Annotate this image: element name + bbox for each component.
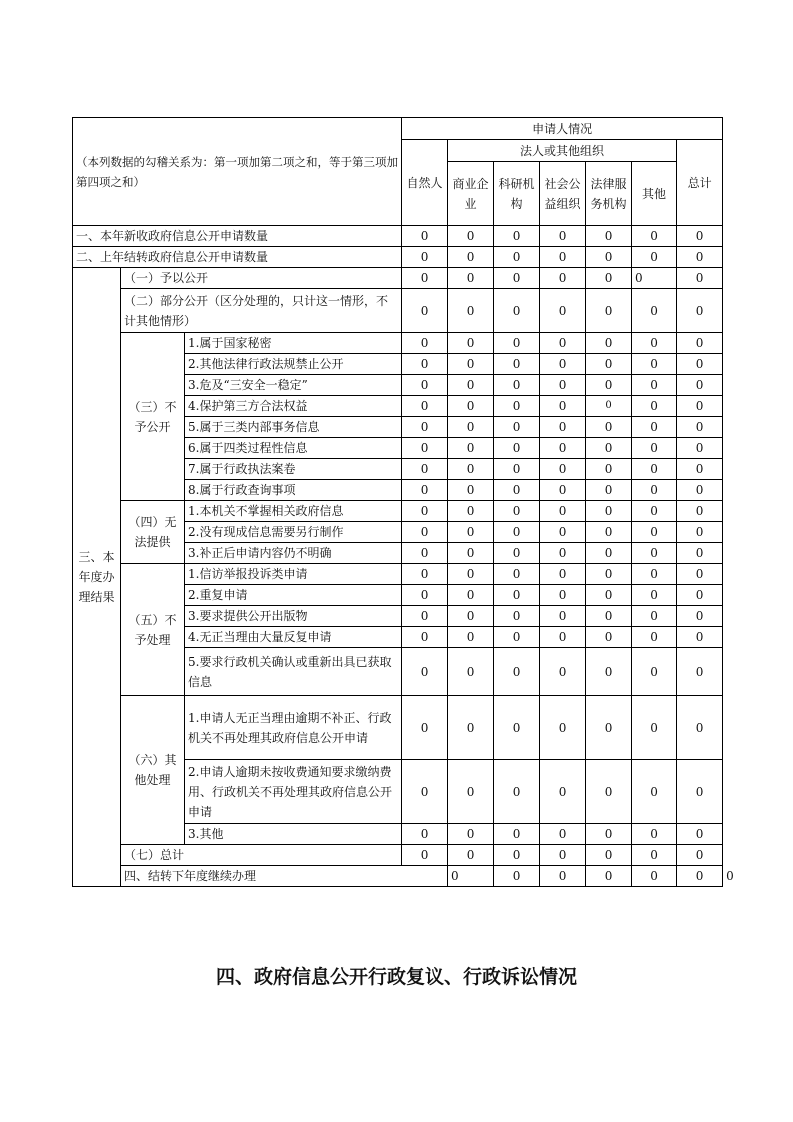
table-row: 7.属于行政执法案卷 0 0 0 0 0 0 0	[73, 459, 723, 480]
section-3-label: 三、本年度办理结果	[73, 268, 121, 887]
table-row: 4.无正当理由大量反复申请 0 0 0 0 0 0 0	[73, 627, 723, 648]
table-row: 3.危及“三安全一稳定” 0 0 0 0 0 0 0	[73, 375, 723, 396]
info-disclosure-table	[72, 117, 734, 887]
table-row: 四、结转下年度继续办理 0 0 0 0 0 0 0	[73, 866, 723, 887]
table-row: 2.其他法律行政法规禁止公开 0 0 0 0 0 0 0	[73, 354, 723, 375]
group-6-label: （六）其他处理	[121, 696, 185, 845]
header-legal-group: 法人或其他组织	[448, 140, 677, 162]
table-row: 8.属于行政查询事项 0 0 0 0 0 0 0	[73, 480, 723, 501]
table-row: （二）部分公开（区分处理的，只计这一情形，不计其他情形） 0 0 0 0 0 0 0	[73, 289, 723, 333]
table-row: 3.补正后申请内容仍不明确 0 0 0 0 0 0 0	[73, 543, 723, 564]
section-title: 四、政府信息公开行政复议、行政诉讼情况	[215, 966, 577, 988]
table-row: 2.重复申请 0 0 0 0 0 0 0	[73, 585, 723, 606]
table-row: （三）不予公开 1.属于国家秘密 0 0 0 0 0 0 0	[73, 333, 723, 354]
table-row: （五）不予处理 1.信访举报投诉类申请 0 0 0 0 0 0 0	[73, 564, 723, 585]
header-social: 社会公益组织	[540, 162, 586, 226]
group-4-label: （四）无法提供	[121, 501, 185, 564]
table-row: 三、本年度办理结果 （一）予以公开 0 0 0 0 0 0 0	[73, 268, 723, 289]
header-commercial: 商业企业	[448, 162, 494, 226]
group-5-label: （五）不予处理	[121, 564, 185, 696]
table-row: 3.其他 0 0 0 0 0 0 0	[73, 824, 723, 845]
table-row: （六）其他处理 1.申请人无正当理由逾期不补正、行政机关不再处理其政府信息公开申请 0 0 0 0 0 0 0	[73, 696, 723, 760]
table-row: （四）无法提供 1.本机关不掌握相关政府信息 0 0 0 0 0 0 0	[73, 501, 723, 522]
table-row: 2.没有现成信息需要另行制作 0 0 0 0 0 0 0	[73, 522, 723, 543]
group-3-label: （三）不予公开	[121, 333, 185, 501]
header-legal-service: 法律服务机构	[586, 162, 632, 226]
header-research: 科研机构	[494, 162, 540, 226]
table-row: 二、上年结转政府信息公开申请数量 0 0 0 0 0 0 0	[73, 247, 723, 268]
table-row: 5.属于三类内部事务信息 0 0 0 0 0 0 0	[73, 417, 723, 438]
table-row: 2.申请人逾期未按收费通知要求缴纳费用、行政机关不再处理其政府信息公开申请 0 0 0 0 0 0 0	[73, 760, 723, 824]
table-row: 一、本年新收政府信息公开申请数量 0 0 0 0 0 0 0	[73, 226, 723, 247]
table-row: 5.要求行政机关确认或重新出具已获取信息 0 0 0 0 0 0 0	[73, 648, 723, 696]
header-note: （本列数据的勾稽关系为：第一项加第二项之和，等于第三项加第四项之和）	[73, 118, 402, 226]
table-row: 4.保护第三方合法权益 0 0 0 0 0 0 0	[73, 396, 723, 417]
table-row: （七）总计 0 0 0 0 0 0 0	[73, 845, 723, 866]
header-other: 其他	[632, 162, 677, 226]
table-row: 3.要求提供公开出版物 0 0 0 0 0 0 0	[73, 606, 723, 627]
header-natural-person: 自然人	[402, 140, 448, 226]
table-row: 6.属于四类过程性信息 0 0 0 0 0 0 0	[73, 438, 723, 459]
header-applicant: 申请人情况	[402, 118, 723, 140]
header-total: 总计	[677, 140, 723, 226]
